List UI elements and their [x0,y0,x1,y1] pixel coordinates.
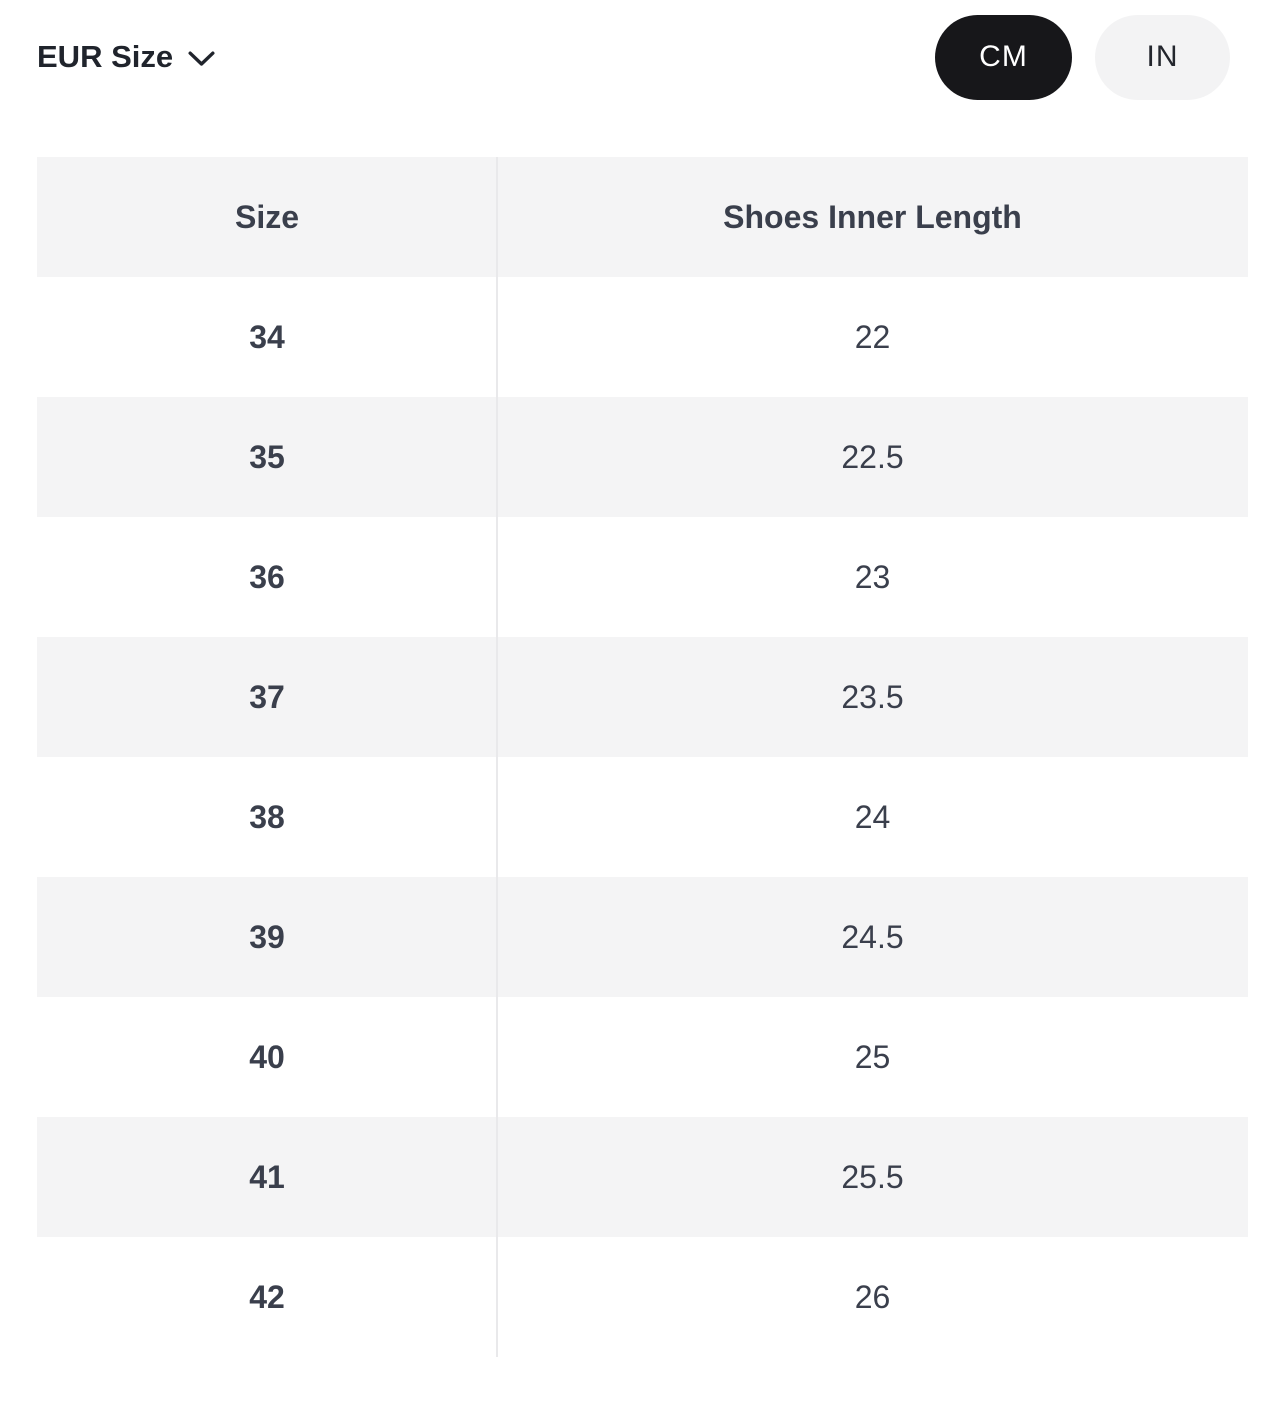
size-cell: 37 [249,678,285,715]
length-cell: 24 [854,798,891,835]
length-cell: 25 [854,1038,891,1075]
table-row [37,877,1248,997]
size-table [37,157,1248,1357]
length-cell: 23 [854,558,891,595]
table-header-row [37,157,1248,277]
size-system-selector[interactable] [37,39,215,75]
length-cell: 23.5 [841,678,904,715]
size-cell: 41 [249,1158,285,1195]
table-row [37,637,1248,757]
unit-cm-button[interactable]: CM [935,15,1072,100]
column-header-length: Shoes Inner Length [723,198,1022,235]
length-cell: 25.5 [841,1158,904,1195]
size-cell: 35 [249,438,285,475]
size-cell: 34 [249,318,285,355]
unit-toggle [935,15,1230,100]
size-cell: 39 [249,918,285,955]
size-cell: 38 [249,798,285,835]
topbar [0,0,1284,114]
table-row [37,277,1248,397]
size-cell: 42 [249,1278,285,1315]
table-row [37,757,1248,877]
size-cell: 40 [249,1038,285,1075]
unit-in-button[interactable]: IN [1095,15,1230,100]
table-row [37,1117,1248,1237]
table-row [37,397,1248,517]
length-cell: 22.5 [841,438,904,475]
table-row [37,1237,1248,1357]
length-cell: 22 [854,318,891,355]
table-body [37,277,1248,1357]
length-cell: 24.5 [841,918,904,955]
size-system-label: EUR Size [37,39,174,74]
chevron-down-icon [188,51,215,67]
size-cell: 36 [249,558,285,595]
table-row [37,517,1248,637]
table-row [37,997,1248,1117]
length-cell: 26 [854,1278,891,1315]
column-header-size: Size [234,198,300,235]
